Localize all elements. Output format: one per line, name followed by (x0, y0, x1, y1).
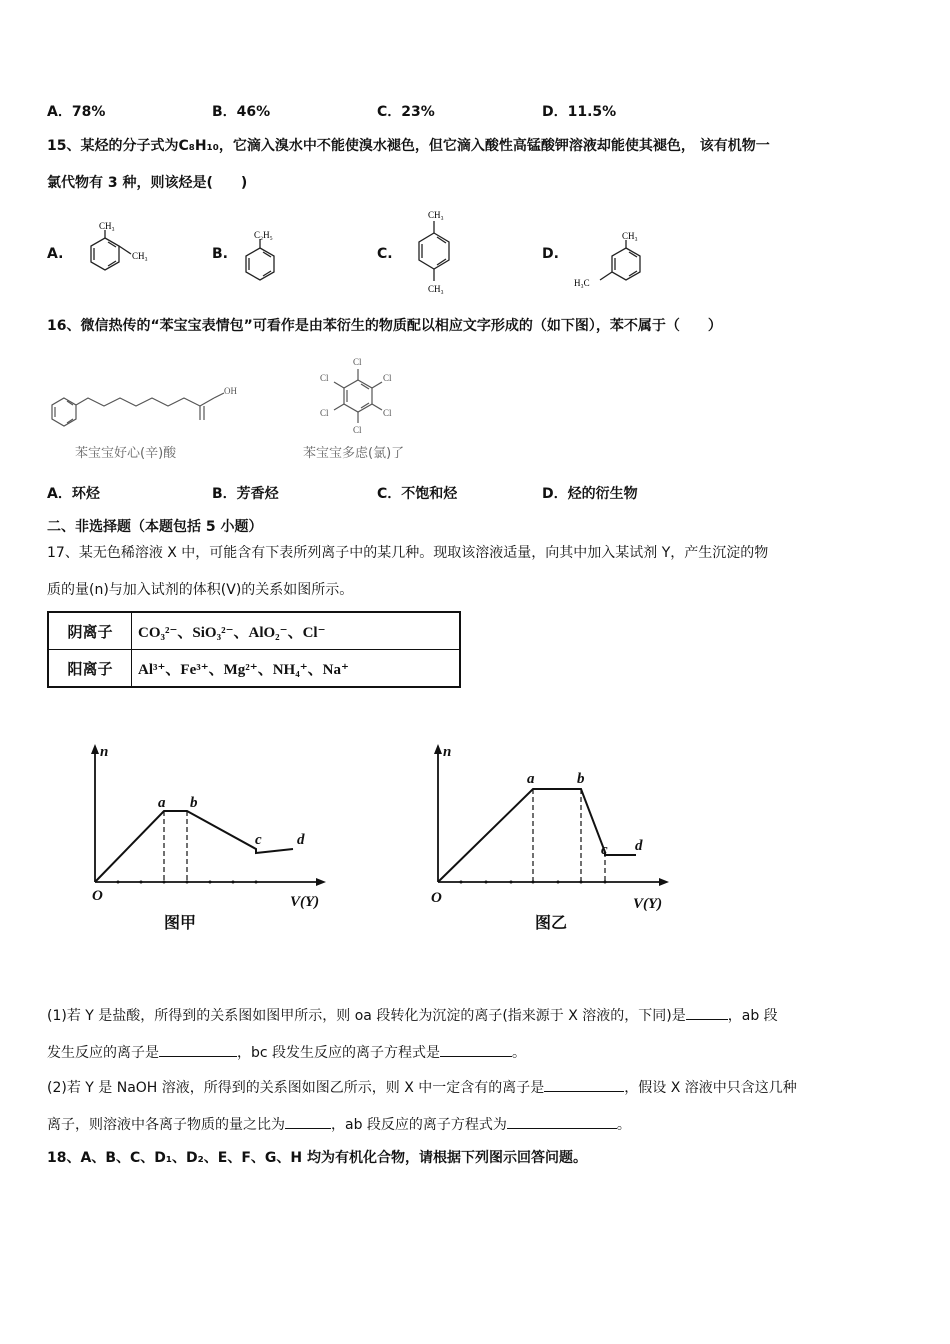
x-axis-label: V(Y) (290, 894, 320, 910)
point-b-label: b (577, 771, 585, 787)
q16-octanoic-structure (48, 380, 248, 435)
q16-option-c: C．不饱和烃 (377, 486, 458, 502)
q14-option-a: A．78% (47, 104, 106, 120)
origin-label: O (92, 888, 103, 904)
table-header-cell: 阴离子 (48, 612, 132, 650)
methyl-label: H₃C (574, 278, 590, 288)
q17-stem-line2: 质的量(n)与加入试剂的体积(V)的关系如图所示。 (47, 582, 354, 598)
y-axis-label: n (443, 744, 452, 760)
table-cell: CO₃²⁻、SiO₃²⁻、AlO₂⁻、Cl⁻ (132, 612, 461, 650)
q16-hexachlorobenzene-structure (312, 350, 407, 445)
q16-caption-hexachloro: 苯宝宝多虑(氯)了 (303, 446, 405, 461)
q15-structure-d (570, 230, 655, 298)
methyl-label: CH₃ (622, 231, 638, 241)
q15-stem-line2: 氯代物有 3 种，则该烃是( ) (47, 175, 248, 191)
methyl-label: CH₃ (428, 210, 444, 220)
chlorine-label: Cl (383, 373, 392, 383)
chlorine-label: Cl (353, 357, 362, 367)
q17-part1-line1: (1)若 Y 是盐酸，所得到的关系图如图甲所示，则 oa 段转化为沉淀的离子(指来源于 X 溶液的，下同)是 ，ab 段 (47, 1005, 778, 1026)
chlorine-label: Cl (353, 425, 362, 435)
methyl-label: CH₃ (132, 251, 148, 261)
q17-part1-line2: 发生反应的离子是 ，bc 段发生反应的离子方程式是 。 (47, 1042, 526, 1063)
ethyl-label: C₂H₅ (254, 230, 273, 240)
methyl-label: CH₃ (428, 284, 444, 294)
point-c-label: c (601, 842, 608, 858)
q14-option-c: C．23% (377, 104, 435, 120)
answer-blank[interactable] (507, 1114, 617, 1129)
point-d-label: d (297, 832, 305, 848)
answer-blank[interactable] (285, 1114, 331, 1129)
methyl-label: CH₃ (99, 221, 115, 231)
table-row (48, 650, 460, 688)
q15-option-b-label: B. (212, 246, 228, 262)
graph-title: 图乙 (535, 915, 568, 932)
point-b-label: b (190, 795, 198, 811)
answer-blank[interactable] (544, 1077, 624, 1092)
y-axis-label: n (100, 744, 109, 760)
q16-option-a: A．环烃 (47, 486, 100, 502)
point-a-label: a (527, 771, 535, 787)
point-d-label: d (635, 838, 643, 854)
x-axis-label: V(Y) (633, 896, 663, 912)
graph-title: 图甲 (164, 915, 197, 932)
hydroxyl-label: OH (224, 386, 237, 396)
section-heading: 二、非选择题（本题包括 5 小题） (47, 519, 263, 535)
q16-option-b: B．芳香烃 (212, 486, 279, 502)
q15-option-a-label: A. (47, 246, 64, 262)
point-a-label: a (158, 795, 166, 811)
q15-option-d-label: D. (542, 246, 559, 262)
q15-structure-b (236, 226, 286, 296)
point-c-label: c (255, 832, 262, 848)
table-header-cell: 阳离子 (48, 650, 132, 688)
table-row (48, 612, 460, 650)
q16-caption-octanoic: 苯宝宝好心(辛)酸 (75, 446, 177, 461)
answer-blank[interactable] (686, 1005, 728, 1020)
graph-jia (80, 740, 340, 940)
graph-yi (423, 740, 683, 940)
q15-structure-a (75, 220, 170, 280)
q16-option-d: D．烃的衍生物 (542, 486, 638, 502)
ion-table (47, 611, 461, 688)
q17-stem-line1: 17、某无色稀溶液 X 中，可能含有下表所列离子中的某几种。现取该溶液适量，向其中加入某试剂 Y，产生沉淀的物 (47, 545, 769, 561)
chlorine-label: Cl (320, 408, 329, 418)
q15-option-c-label: C. (377, 246, 393, 262)
table-cell: Al³⁺、Fe³⁺、Mg²⁺、NH₄⁺、Na⁺ (132, 650, 461, 688)
q16-stem: 16、微信热传的“苯宝宝表情包”可看作是由苯衍生的物质配以相应文字形成的（如下图），苯不属于（ ） (47, 318, 722, 334)
q15-structure-c (404, 205, 464, 300)
origin-label: O (431, 890, 442, 906)
q18-stem: 18、A、B、C、D₁、D₂、E、F、G、H 均为有机化合物，请根据下列图示回答问题。 (47, 1150, 587, 1166)
chlorine-label: Cl (383, 408, 392, 418)
q17-part2-line1: (2)若 Y 是 NaOH 溶液，所得到的关系图如图乙所示，则 X 中一定含有的离子是 ，假设 X 溶液中只含这几种 (47, 1077, 797, 1098)
q17-part2-line2: 离子，则溶液中各离子物质的量之比为 ，ab 段反应的离子方程式为 。 (47, 1114, 631, 1135)
q14-option-d: D．11.5% (542, 104, 617, 120)
answer-blank[interactable] (440, 1042, 512, 1057)
answer-blank[interactable] (159, 1042, 237, 1057)
chlorine-label: Cl (320, 373, 329, 383)
q15-stem-line1: 15、某烃的分子式为C₈H₁₀，它滴入溴水中不能使溴水褪色，但它滴入酸性高锰酸钾溶液却能使其褪色， 该有机物一 (47, 138, 770, 154)
q14-option-b: B．46% (212, 104, 271, 120)
